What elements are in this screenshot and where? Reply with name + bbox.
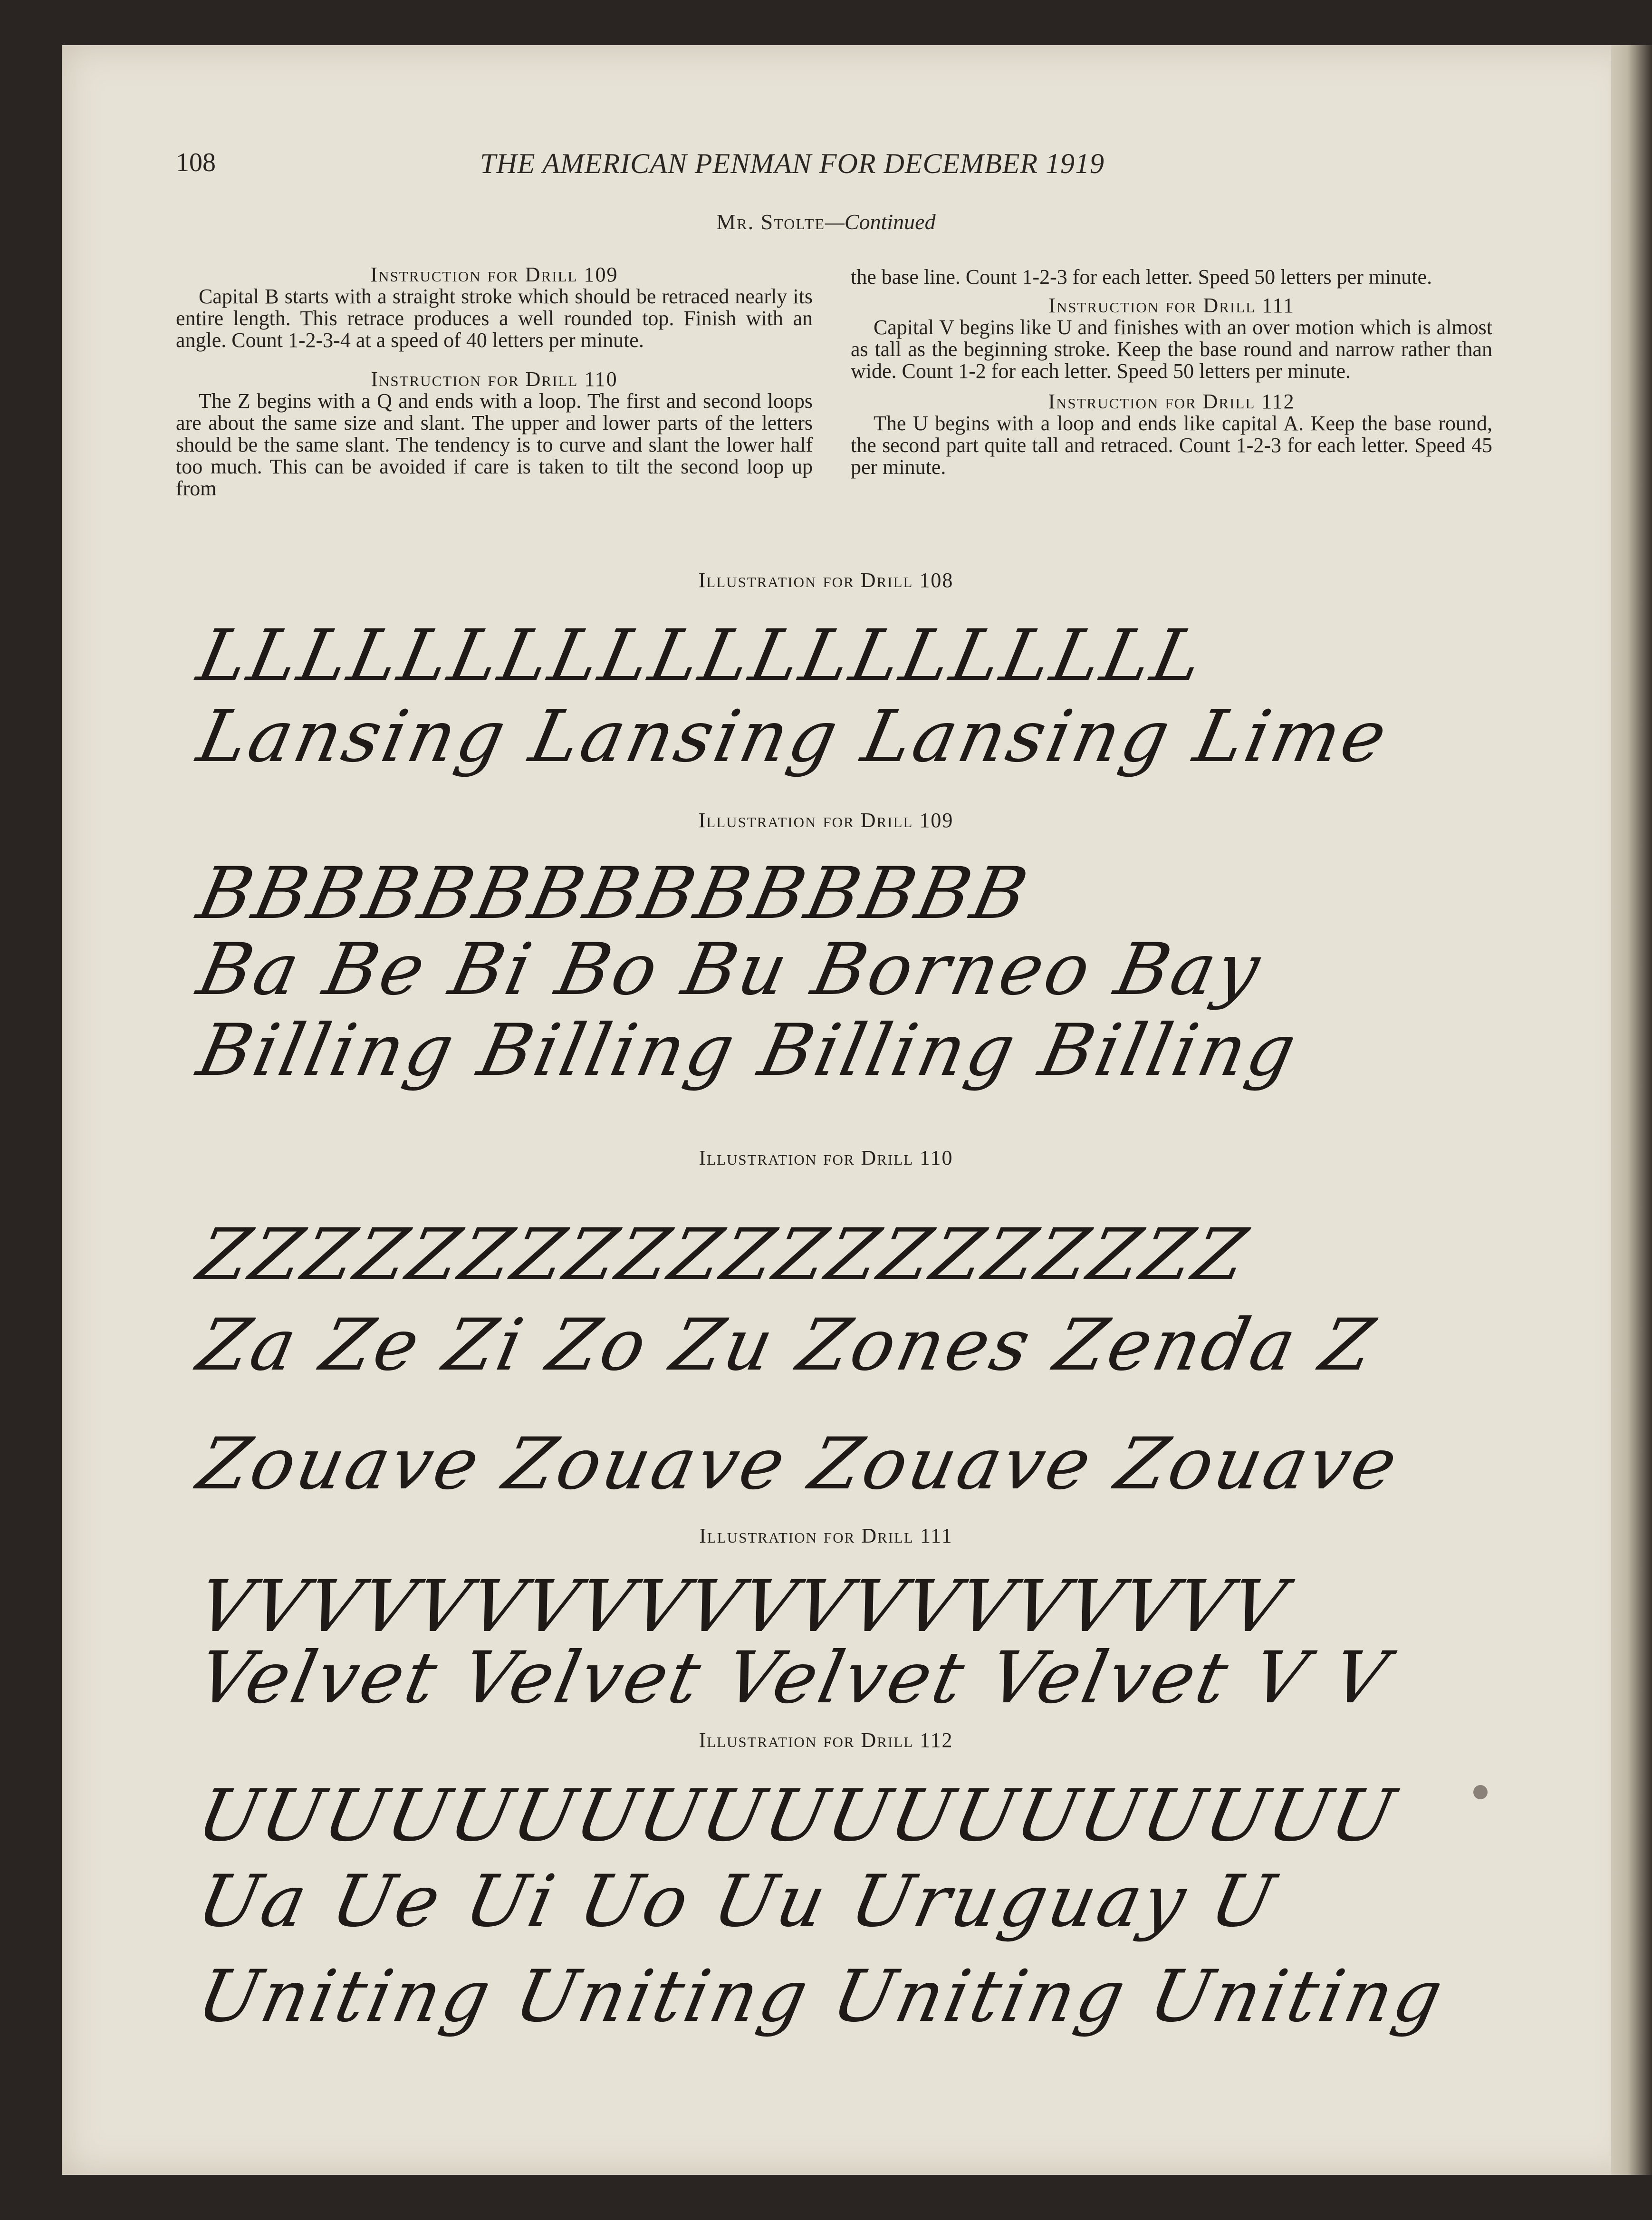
drill-110-text: The Z begins with a Q and ends with a loop. The first and second loops are about the same size and slant. The upper and lower parts of the letters should be the same slant. The tendency is to curve and slant the lower half too much. This can be avoided if care is taken to tilt the second loop up from (176, 389, 813, 500)
script-line: ZZZZZZZZZZZZZZZZZZZZ (191, 1214, 1256, 1296)
script-line: Ba Be Bi Bo Bu Borneo Bay (191, 928, 1270, 1011)
script-line: Velvet Velvet Velvet Velvet V V (191, 1637, 1397, 1719)
script-line: UUUUUUUUUUUUUUUUUUU (191, 1775, 1404, 1857)
right-column (851, 266, 1492, 478)
drill-111-text: Capital V begins like U and finishes with an over motion which is almost as tall as the beginning stroke. Keep the base round and narrow rather than wide. Count 1-2 for each letter. Speed 50 letters per minute. (851, 316, 1492, 383)
drill-109-heading: Instruction for Drill 109 (370, 263, 618, 286)
script-line: Zouave Zouave Zouave Zouave (191, 1423, 1407, 1506)
article-subhead (0, 209, 1652, 234)
script-line: Billing Billing Billing Billing (191, 1009, 1306, 1092)
drill-110-heading: Instruction for Drill 110 (371, 367, 618, 391)
continued-label: —Continued (825, 210, 936, 234)
caption-drill-110: Illustration for Drill 110 (699, 1146, 953, 1169)
drill-109-text: Capital B starts with a straight stroke which should be retraced nearly its entire length. This retrace produces a well rounded top. Finish with an angle. Count 1-2-3-4 at a speed of 40 letters per minute. (176, 285, 813, 352)
drill-111-heading: Instruction for Drill 111 (1048, 294, 1295, 317)
ink-spot (1473, 1785, 1488, 1799)
drill-110-continuation: the base line. Count 1-2-3 for each letter. Speed 50 letters per minute. (851, 265, 1432, 289)
left-column (176, 264, 813, 500)
script-line: LLLLLLLLLLLLLLLLLLLL (191, 615, 1212, 697)
author-name: Mr. Stolte (716, 210, 826, 234)
journal-title: THE AMERICAN PENMAN FOR DECEMBER 1919 (480, 148, 1105, 179)
caption-drill-109: Illustration for Drill 109 (698, 809, 954, 832)
caption-drill-112: Illustration for Drill 112 (699, 1728, 953, 1752)
running-header (176, 147, 1478, 190)
page-edge (1611, 45, 1652, 2175)
script-line: Lansing Lansing Lansing Lime (191, 695, 1396, 778)
script-line: VVVVVVVVVVVVVVVVVVVV (191, 1565, 1296, 1648)
drill-112-text: The U begins with a loop and ends like capital A. Keep the base round, the second part quite tall and retraced. Count 1-2-3 for each letter. Speed 45 per minute. (851, 412, 1492, 479)
page-number: 108 (176, 148, 216, 177)
script-line: Ua Ue Ui Uo Uu Uruguay U (191, 1860, 1284, 1943)
script-line: Uniting Uniting Uniting Uniting (191, 1955, 1452, 2038)
script-line: Za Ze Zi Zo Zu Zones Zenda Z (191, 1304, 1383, 1387)
caption-drill-108: Illustration for Drill 108 (698, 569, 954, 592)
caption-drill-111: Illustration for Drill 111 (699, 1524, 953, 1547)
scan-border (0, 2175, 1652, 2220)
drill-112-heading: Instruction for Drill 112 (1048, 390, 1295, 413)
script-line: BBBBBBBBBBBBBBB (191, 852, 1037, 935)
